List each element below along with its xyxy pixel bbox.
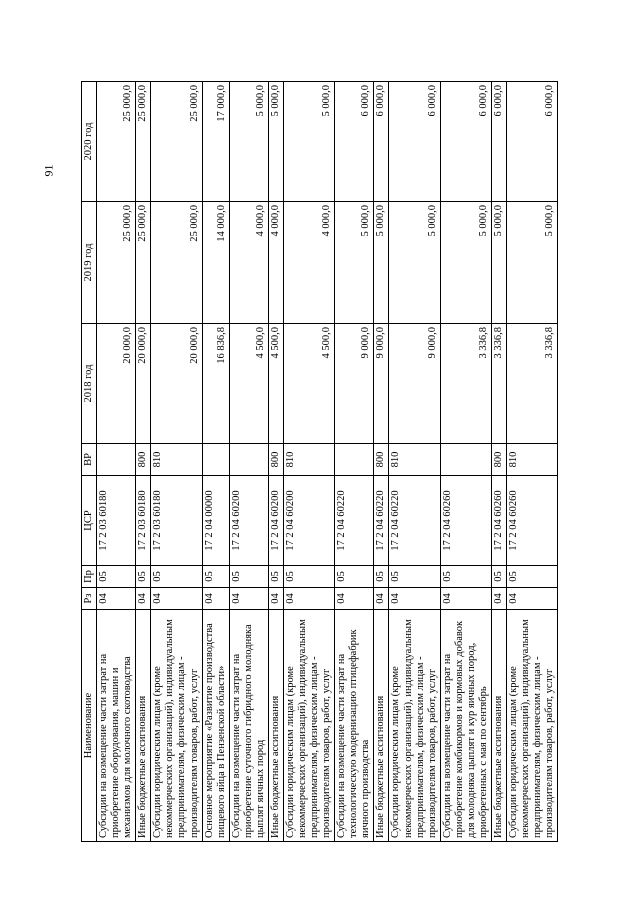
cell-y2020: 6 000,0 [491, 82, 506, 202]
cell-csr: 17 2 04 60200 [283, 476, 334, 566]
cell-csr: 17 2 03 60180 [136, 476, 151, 566]
cell-csr: 17 2 04 60200 [268, 476, 283, 566]
cell-rz: 04 [374, 588, 389, 610]
cell-y2018: 4 500,0 [229, 324, 268, 444]
cell-rz: 04 [440, 588, 491, 610]
cell-y2020: 6 000,0 [440, 82, 491, 202]
header-pr: Пр [82, 566, 97, 588]
cell-pr: 05 [389, 566, 440, 588]
cell-y2020: 5 000,0 [268, 82, 283, 202]
cell-csr: 17 2 04 60260 [507, 476, 558, 566]
cell-rz: 04 [283, 588, 334, 610]
cell-y2019: 25 000,0 [136, 202, 151, 324]
cell-vr: 810 [283, 444, 334, 476]
cell-y2020: 25 000,0 [136, 82, 151, 202]
table-header-row [82, 82, 97, 842]
table-row [151, 82, 202, 842]
rotated-table-container [81, 82, 556, 842]
cell-pr: 05 [440, 566, 491, 588]
cell-name: Субсидии юридическим лицам (кроме некоммерческих организаций), индивидуальным предпринимателям, физическим лицам - производителям товаров, работ, услуг [151, 610, 202, 842]
cell-pr: 05 [507, 566, 558, 588]
cell-y2019: 5 000,0 [389, 202, 440, 324]
cell-rz: 04 [268, 588, 283, 610]
table-row [268, 82, 283, 842]
cell-name: Иные бюджетные ассигнования [136, 610, 151, 842]
table-row [202, 82, 229, 842]
cell-csr: 17 2 04 60260 [440, 476, 491, 566]
cell-rz: 04 [151, 588, 202, 610]
cell-csr: 17 2 03 60180 [151, 476, 202, 566]
cell-rz: 04 [389, 588, 440, 610]
cell-vr [97, 444, 136, 476]
cell-y2018: 20 000,0 [136, 324, 151, 444]
table-row [374, 82, 389, 842]
cell-rz: 04 [335, 588, 374, 610]
cell-y2019: 25 000,0 [97, 202, 136, 324]
cell-y2019: 4 000,0 [268, 202, 283, 324]
cell-pr: 05 [136, 566, 151, 588]
cell-vr: 800 [374, 444, 389, 476]
table-row [491, 82, 506, 842]
table-row [507, 82, 558, 842]
cell-vr: 810 [151, 444, 202, 476]
cell-rz: 04 [229, 588, 268, 610]
cell-vr: 800 [136, 444, 151, 476]
table-body [97, 82, 558, 842]
cell-pr: 05 [151, 566, 202, 588]
cell-pr: 05 [97, 566, 136, 588]
table-row [389, 82, 440, 842]
cell-y2019: 5 000,0 [491, 202, 506, 324]
cell-vr [335, 444, 374, 476]
cell-y2020: 5 000,0 [229, 82, 268, 202]
cell-y2019: 14 000,0 [202, 202, 229, 324]
table-row [136, 82, 151, 842]
cell-name: Иные бюджетные ассигнования [374, 610, 389, 842]
cell-name: Субсидии на возмещение части затрат на технологическую модернизацию птицефабрик яичного производства [335, 610, 374, 842]
cell-y2020: 6 000,0 [374, 82, 389, 202]
cell-csr: 17 2 04 00000 [202, 476, 229, 566]
cell-vr: 800 [491, 444, 506, 476]
header-2019: 2019 год [82, 202, 97, 324]
cell-y2018: 9 000,0 [374, 324, 389, 444]
cell-y2020: 25 000,0 [97, 82, 136, 202]
cell-csr: 17 2 04 60200 [229, 476, 268, 566]
header-vr: ВР [82, 444, 97, 476]
cell-pr: 05 [374, 566, 389, 588]
header-2020: 2020 год [82, 82, 97, 202]
table-row [440, 82, 491, 842]
cell-csr: 17 2 04 60220 [374, 476, 389, 566]
cell-pr: 05 [335, 566, 374, 588]
table-row [283, 82, 334, 842]
cell-rz: 04 [136, 588, 151, 610]
cell-name: Субсидии юридическим лицам (кроме некоммерческих организаций), индивидуальным предпринимателям, физическим лицам - производителям товаров, работ, услуг [389, 610, 440, 842]
cell-pr: 05 [202, 566, 229, 588]
cell-rz: 04 [507, 588, 558, 610]
cell-y2019: 25 000,0 [151, 202, 202, 324]
table-row [335, 82, 374, 842]
table-row [97, 82, 136, 842]
cell-y2018: 3 336,8 [491, 324, 506, 444]
cell-csr: 17 2 03 60180 [97, 476, 136, 566]
cell-csr: 17 2 04 60220 [335, 476, 374, 566]
cell-pr: 05 [229, 566, 268, 588]
cell-vr: 810 [389, 444, 440, 476]
cell-y2018: 9 000,0 [389, 324, 440, 444]
cell-vr: 810 [507, 444, 558, 476]
cell-y2019: 4 000,0 [283, 202, 334, 324]
cell-y2018: 3 336,8 [440, 324, 491, 444]
header-2018: 2018 год [82, 324, 97, 444]
cell-y2020: 5 000,0 [283, 82, 334, 202]
header-rz: Рз [82, 588, 97, 610]
cell-name: Субсидии на возмещение части затрат на приобретение комбикормов и кормовых добавок для молодняка цыплят и кур яичных пород, приобретенных с мая по сентябрь [440, 610, 491, 842]
cell-y2019: 5 000,0 [335, 202, 374, 324]
cell-rz: 04 [491, 588, 506, 610]
cell-vr [202, 444, 229, 476]
page-number: 91 [41, 164, 56, 177]
cell-csr: 17 2 04 60220 [389, 476, 440, 566]
header-csr: ЦСР [82, 476, 97, 566]
cell-pr: 05 [283, 566, 334, 588]
cell-csr: 17 2 04 60260 [491, 476, 506, 566]
cell-y2019: 4 000,0 [229, 202, 268, 324]
table-row [229, 82, 268, 842]
cell-pr: 05 [268, 566, 283, 588]
cell-name: Субсидии на возмещение части затрат на приобретение оборудования, машин и механизмов для молочного скотоводства [97, 610, 136, 842]
cell-y2018: 20 000,0 [151, 324, 202, 444]
cell-pr: 05 [491, 566, 506, 588]
cell-y2020: 6 000,0 [389, 82, 440, 202]
cell-vr [440, 444, 491, 476]
cell-vr [229, 444, 268, 476]
cell-y2020: 25 000,0 [151, 82, 202, 202]
cell-name: Субсидии юридическим лицам (кроме некоммерческих организаций), индивидуальным предпринимателям, физическим лицам - производителям товаров, работ, услуг [507, 610, 558, 842]
cell-y2018: 20 000,0 [97, 324, 136, 444]
budget-table [81, 81, 558, 842]
cell-rz: 04 [97, 588, 136, 610]
cell-name: Основное мероприятие «Развитие производства пищевого яйца в Пензенской области» [202, 610, 229, 842]
cell-y2018: 4 500,0 [283, 324, 334, 444]
cell-y2019: 5 000,0 [374, 202, 389, 324]
cell-y2018: 4 500,0 [268, 324, 283, 444]
cell-y2018: 9 000,0 [335, 324, 374, 444]
cell-y2020: 6 000,0 [335, 82, 374, 202]
cell-y2018: 3 336,8 [507, 324, 558, 444]
cell-name: Субсидии на возмещение части затрат на приобретение суточного гибридного молодняка цыплят яичных пород [229, 610, 268, 842]
cell-y2020: 6 000,0 [507, 82, 558, 202]
cell-name: Иные бюджетные ассигнования [491, 610, 506, 842]
header-name: Наименование [82, 610, 97, 842]
cell-y2019: 5 000,0 [440, 202, 491, 324]
cell-name: Иные бюджетные ассигнования [268, 610, 283, 842]
cell-name: Субсидии юридическим лицам (кроме некоммерческих организаций), индивидуальным предпринимателям, физическим лицам - производителям товаров, работ, услуг [283, 610, 334, 842]
cell-rz: 04 [202, 588, 229, 610]
cell-y2020: 17 000,0 [202, 82, 229, 202]
cell-vr: 800 [268, 444, 283, 476]
cell-y2019: 5 000,0 [507, 202, 558, 324]
cell-y2018: 16 836,8 [202, 324, 229, 444]
